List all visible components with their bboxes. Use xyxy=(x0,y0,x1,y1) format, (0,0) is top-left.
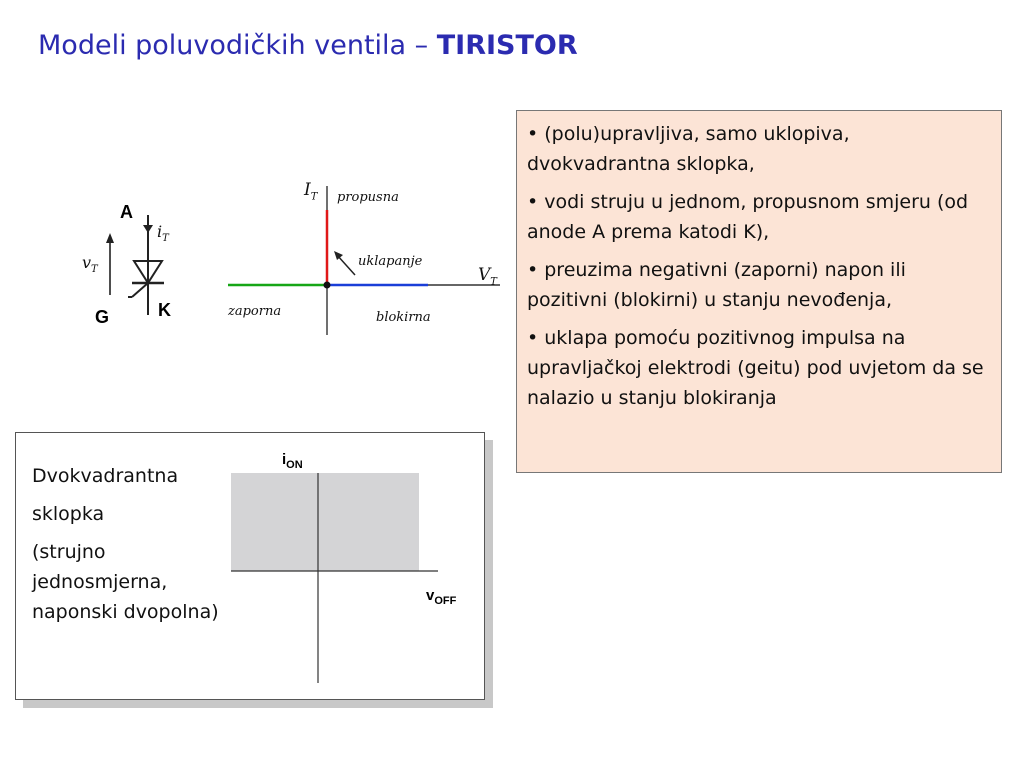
page-title xyxy=(38,30,578,61)
switch-box xyxy=(15,432,485,700)
operating-region xyxy=(231,473,419,571)
info-item: • vodi struju u jednom, propusnom smjeru (od anode A prema katodi K), xyxy=(527,191,969,243)
switch-line: sklopka xyxy=(32,503,105,525)
switch-line: Dvokvadrantna xyxy=(32,465,179,487)
info-item: • preuzima negativni (zaporni) napon ili pozitivni (blokirni) u stanju nevođenja, xyxy=(527,259,906,311)
gate-label: G xyxy=(95,307,110,327)
title-bold: TIRISTOR xyxy=(436,30,578,61)
reverse-label: zaporna xyxy=(228,304,282,319)
y-axis-label: $I_T$ xyxy=(304,180,318,203)
title-prefix: Modeli poluvodičkih ventila – xyxy=(38,30,437,61)
info-item: • uklapa pomoću pozitivnog impulsa na upravljačkoj elektrodi (geitu) pod uvjetom da se nalazio u stanju blokiranja xyxy=(527,327,984,409)
latching-label: uklapanje xyxy=(358,254,423,269)
info-item: • (polu)upravljiva, samo uklopiva, dvokvadrantna sklopka, xyxy=(527,123,850,175)
voltage-label: $v_T$ xyxy=(82,253,98,276)
x-axis-label: $V_T$ xyxy=(478,265,497,288)
origin-dot xyxy=(324,282,331,289)
info-box xyxy=(516,110,1002,473)
cathode-label: K xyxy=(158,300,171,320)
forward-label: propusna xyxy=(337,190,399,205)
current-axis-label: $i_{ON}$ xyxy=(282,451,303,471)
voltage-axis-label: $v_{OFF}$ xyxy=(426,587,457,607)
blocking-label: blokirna xyxy=(376,310,431,325)
switch-line: (strujno jednosmjerna, naponski dvopolna) xyxy=(32,541,219,623)
anode-label: A xyxy=(120,202,133,222)
operating-quadrants-diagram xyxy=(16,433,486,701)
current-label: $i_T$ xyxy=(157,222,169,245)
